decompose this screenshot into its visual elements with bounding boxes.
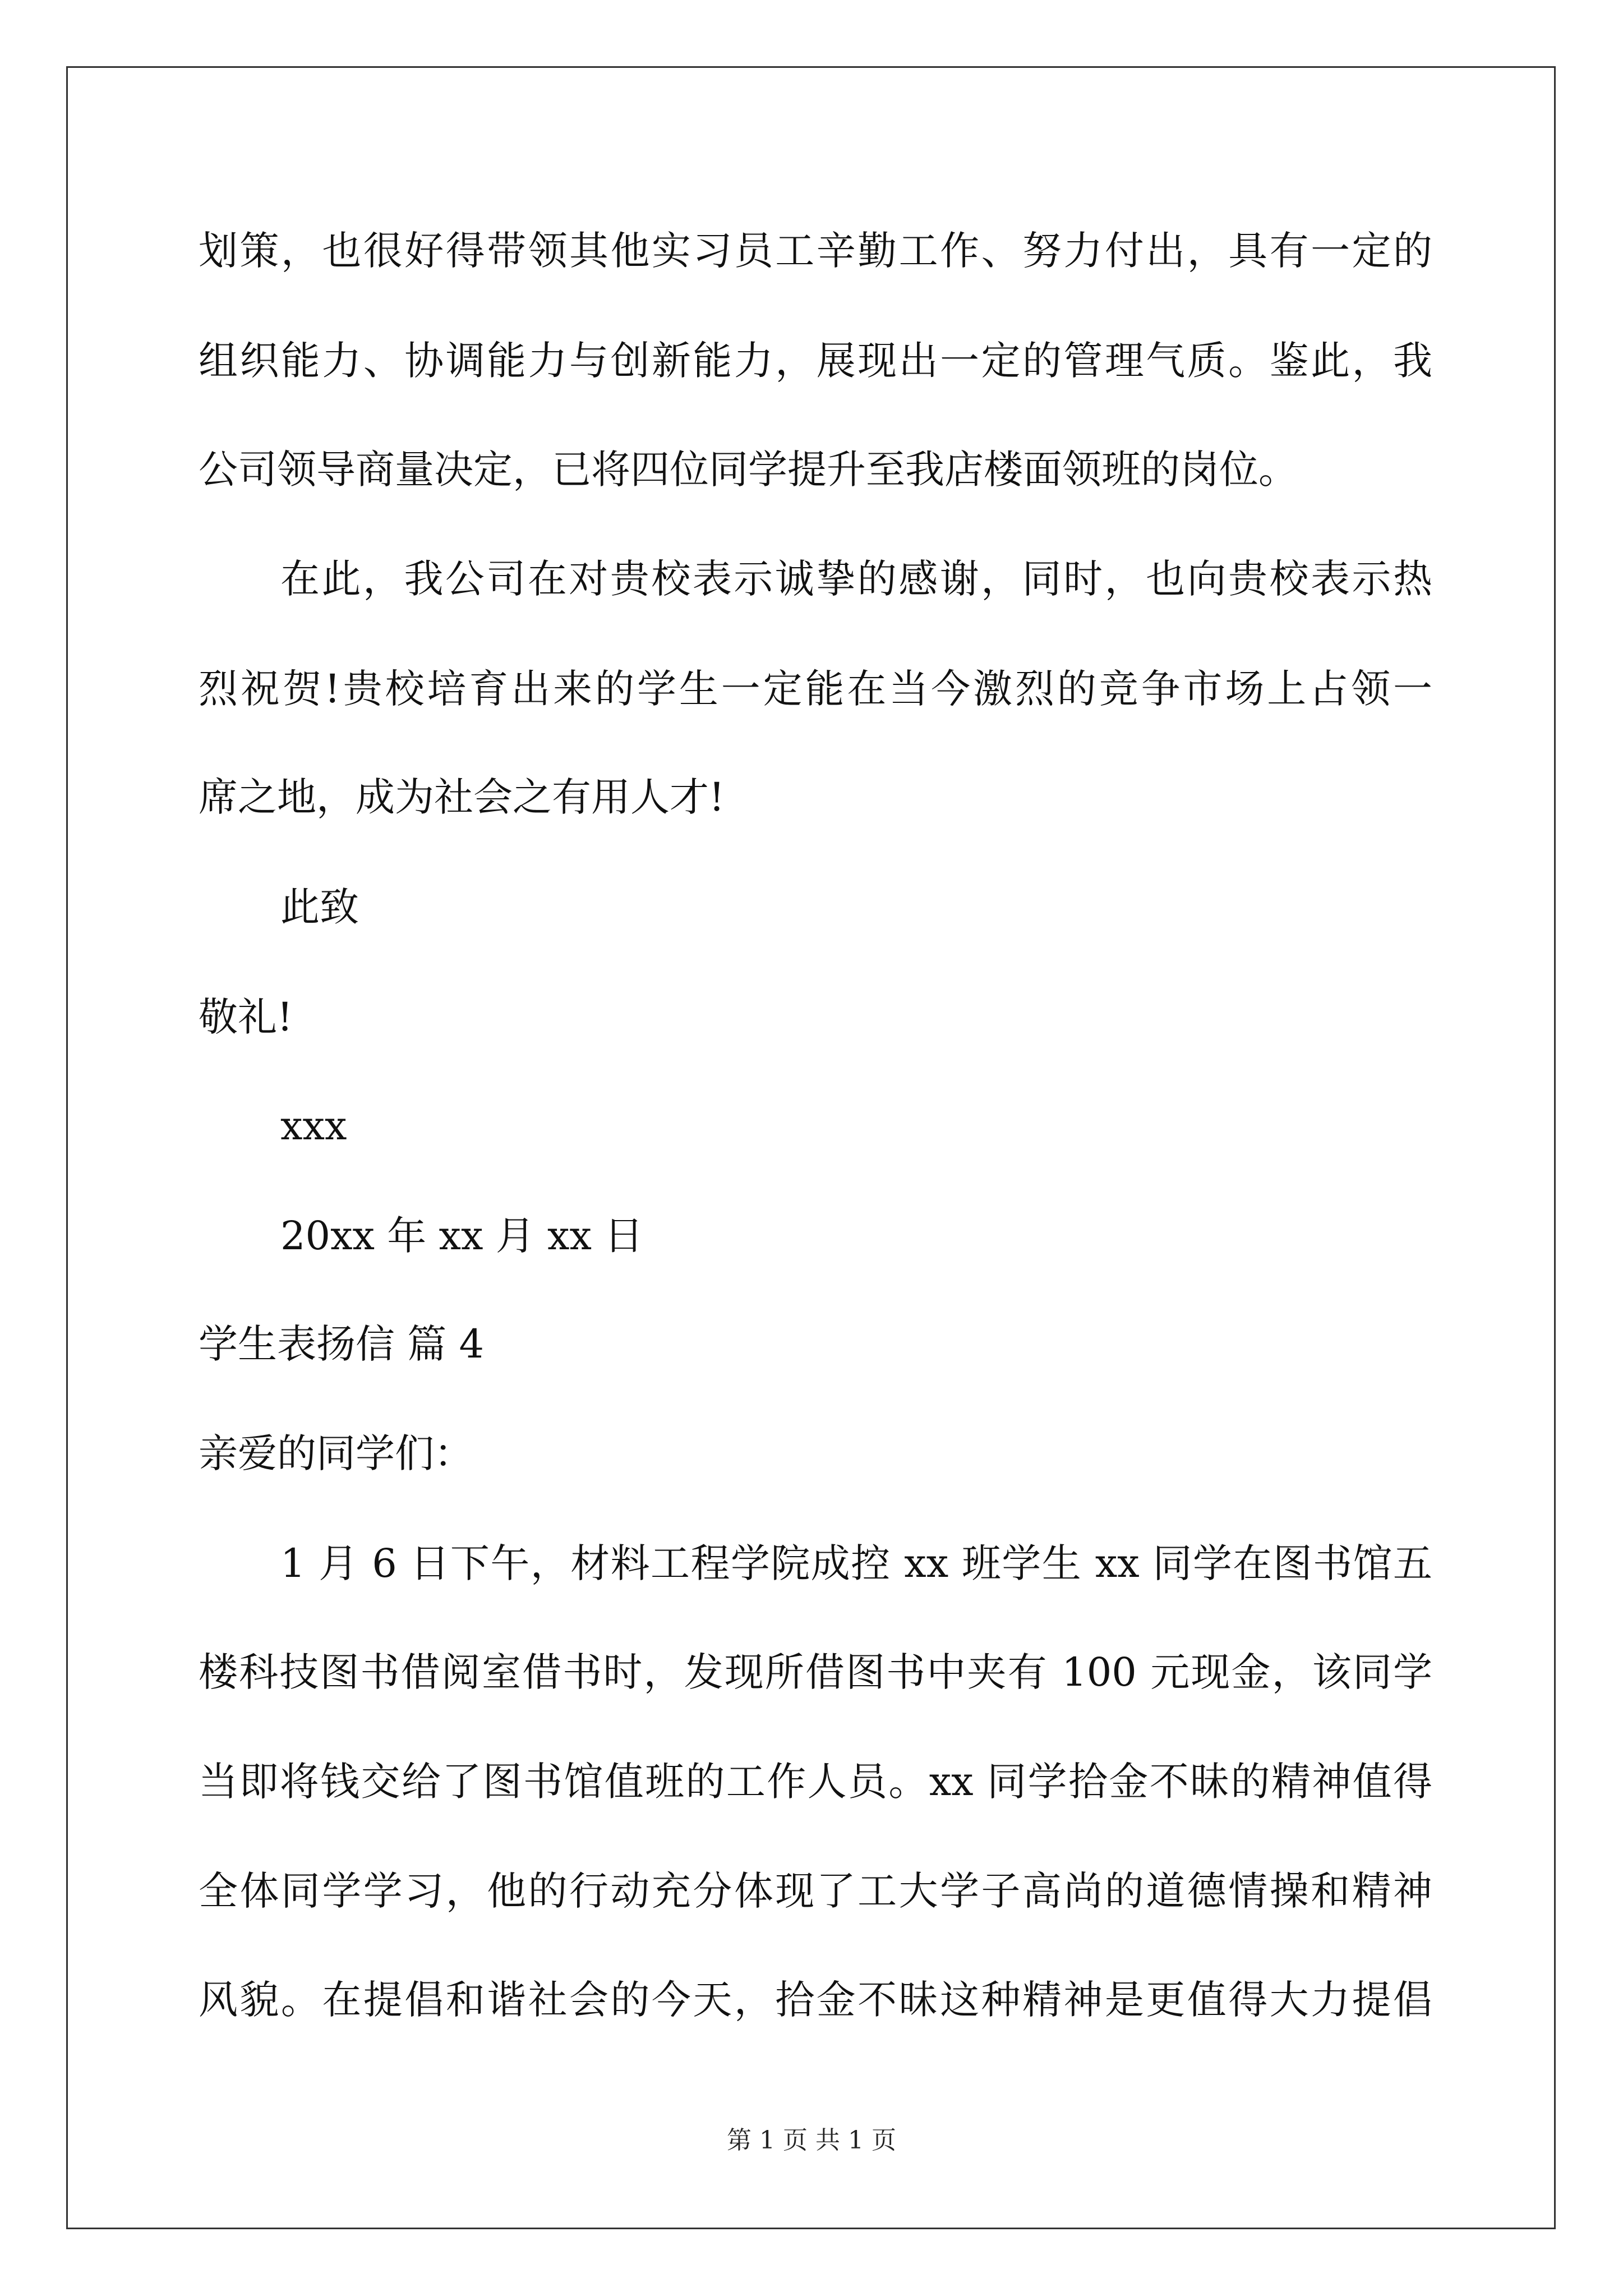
paragraph-line: 席之地，成为社会之有用人才! [199, 774, 725, 820]
paragraph-line: 公司领导商量决定，已将四位同学提升至我店楼面领班的岗位。 [199, 447, 1298, 493]
paragraph-line: 风貌。在提倡和谐社会的今天，拾金不昧这种精神是更值得大力提倡 [199, 1977, 1432, 2023]
paragraph-line: 在此，我公司在对贵校表示诚挚的感谢，同时，也向贵校表示热 [280, 556, 1432, 602]
section-heading: 学生表扬信 篇 4 [199, 1321, 485, 1367]
paragraph-line: 烈祝贺!贵校培育出来的学生一定能在当今激烈的竞争市场上占领一 [199, 666, 1432, 712]
paragraph-line: 当即将钱交给了图书馆值班的工作人员。xx 同学拾金不昧的精神值得 [199, 1759, 1432, 1805]
paragraph-line: 划策，也很好得带领其他实习员工辛勤工作、努力付出，具有一定的 [199, 228, 1432, 274]
signature-date: 20xx 年 xx 月 xx 日 [280, 1213, 644, 1259]
paragraph-line: 1 月 6 日下午，材料工程学院成控 xx 班学生 xx 同学在图书馆五 [280, 1540, 1432, 1586]
paragraph-line: 组织能力、协调能力与创新能力，展现出一定的管理气质。鉴此，我 [199, 338, 1432, 384]
closing-salutation: 此致 [280, 884, 359, 930]
letter-greeting: 亲爱的同学们： [199, 1430, 473, 1476]
page-number-footer: 第 1 页 共 1 页 [727, 2126, 896, 2155]
closing-regards: 敬礼! [199, 994, 293, 1040]
signature-name: xxx [280, 1103, 347, 1149]
paragraph-line: 全体同学学习，他的行动充分体现了工大学子高尚的道德情操和精神 [199, 1868, 1432, 1914]
paragraph-line: 楼科技图书借阅室借书时，发现所借图书中夹有 100 元现金，该同学 [199, 1649, 1432, 1695]
